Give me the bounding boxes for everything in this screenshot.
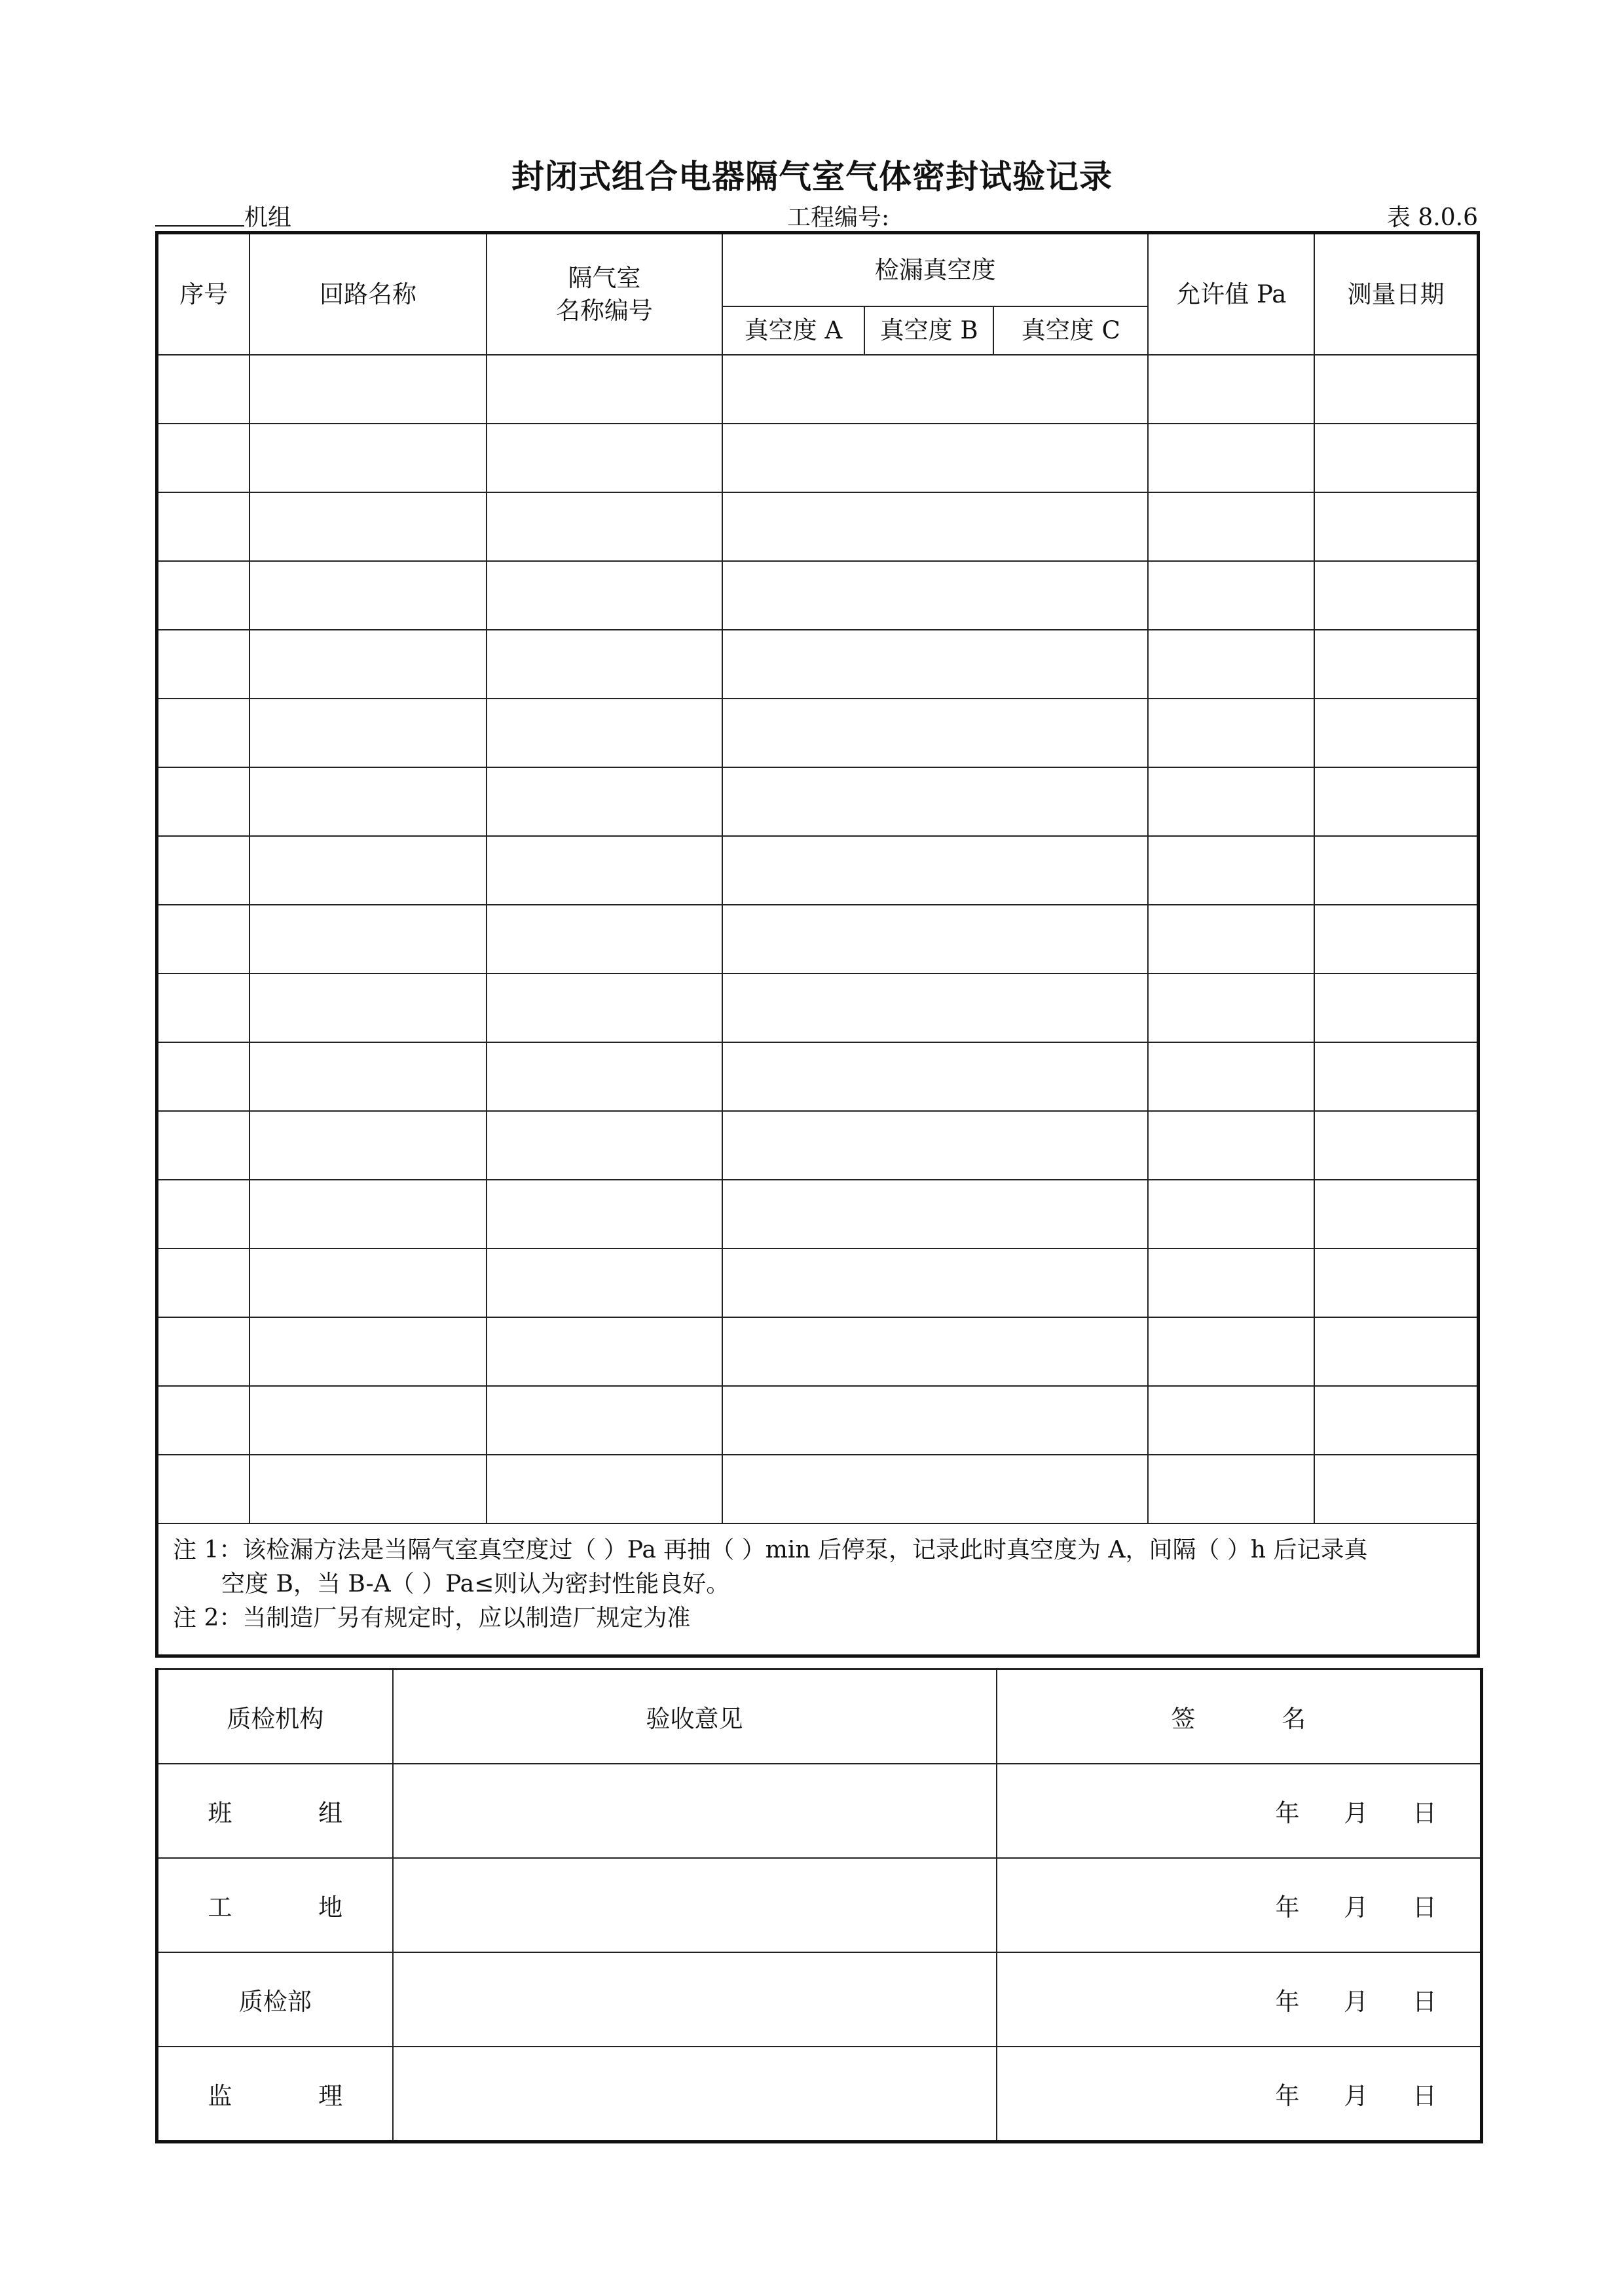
circuit-cell[interactable] bbox=[249, 1180, 486, 1248]
vacuum-cell[interactable] bbox=[722, 1386, 1148, 1455]
vacuum-cell[interactable] bbox=[722, 424, 1148, 492]
circuit-cell[interactable] bbox=[249, 699, 486, 767]
col-header-chamber: 隔气室 名称编号 bbox=[487, 233, 722, 355]
chamber-cell[interactable] bbox=[487, 699, 722, 767]
vacuum-cell[interactable] bbox=[722, 630, 1148, 699]
chamber-cell[interactable] bbox=[487, 767, 722, 836]
seq-cell[interactable] bbox=[157, 630, 250, 699]
table-row bbox=[157, 974, 1479, 1042]
seq-cell[interactable] bbox=[157, 1317, 250, 1386]
sign-row-org: 质检部 bbox=[157, 1952, 393, 2047]
chamber-cell[interactable] bbox=[487, 1180, 722, 1248]
date-cell[interactable] bbox=[1314, 424, 1478, 492]
chamber-cell[interactable] bbox=[487, 1042, 722, 1111]
date-cell[interactable] bbox=[1314, 355, 1478, 424]
table-row bbox=[157, 1455, 1479, 1523]
vacuum-cell[interactable] bbox=[722, 492, 1148, 561]
table-row bbox=[157, 1111, 1479, 1180]
circuit-cell[interactable] bbox=[249, 355, 486, 424]
sign-row-org: 班 组 bbox=[157, 1764, 393, 1858]
vacuum-cell[interactable] bbox=[722, 561, 1148, 630]
chamber-cell[interactable] bbox=[487, 836, 722, 905]
date-cell[interactable] bbox=[1314, 974, 1478, 1042]
seq-cell[interactable] bbox=[157, 767, 250, 836]
sign-row-opinion[interactable] bbox=[393, 2047, 997, 2142]
unit-label: 机组 bbox=[244, 204, 292, 231]
table-row bbox=[157, 492, 1479, 561]
col-header-vacuum-c: 真空度 C bbox=[993, 306, 1148, 355]
vacuum-cell[interactable] bbox=[722, 905, 1148, 974]
sign-row-org: 工 地 bbox=[157, 1858, 393, 1952]
date-cell[interactable] bbox=[1314, 1180, 1478, 1248]
allowed-cell[interactable] bbox=[1148, 905, 1314, 974]
sign-row-opinion[interactable] bbox=[393, 1858, 997, 1952]
sign-row-date[interactable]: 年 月 日 bbox=[997, 1952, 1482, 2047]
circuit-cell[interactable] bbox=[249, 1248, 486, 1317]
allowed-cell[interactable] bbox=[1148, 355, 1314, 424]
allowed-cell[interactable] bbox=[1148, 630, 1314, 699]
table-row bbox=[157, 1180, 1479, 1248]
chamber-cell[interactable] bbox=[487, 905, 722, 974]
chamber-cell[interactable] bbox=[487, 492, 722, 561]
seq-cell[interactable] bbox=[157, 974, 250, 1042]
date-cell[interactable] bbox=[1314, 1042, 1478, 1111]
allowed-cell[interactable] bbox=[1148, 1248, 1314, 1317]
allowed-cell[interactable] bbox=[1148, 836, 1314, 905]
date-cell[interactable] bbox=[1314, 1248, 1478, 1317]
sign-row-opinion[interactable] bbox=[393, 1952, 997, 2047]
circuit-cell[interactable] bbox=[249, 1386, 486, 1455]
sign-row-date[interactable]: 年 月 日 bbox=[997, 2047, 1482, 2142]
circuit-cell[interactable] bbox=[249, 767, 486, 836]
date-cell[interactable] bbox=[1314, 561, 1478, 630]
vacuum-cell[interactable] bbox=[722, 1180, 1148, 1248]
date-cell[interactable] bbox=[1314, 1386, 1478, 1455]
vacuum-cell[interactable] bbox=[722, 1111, 1148, 1180]
notes-cell bbox=[157, 1523, 1479, 1656]
table-row bbox=[157, 767, 1479, 836]
circuit-cell[interactable] bbox=[249, 424, 486, 492]
circuit-cell[interactable] bbox=[249, 1042, 486, 1111]
allowed-cell[interactable] bbox=[1148, 1042, 1314, 1111]
unit-blank-line[interactable] bbox=[155, 225, 244, 227]
circuit-cell[interactable] bbox=[249, 1455, 486, 1523]
vacuum-cell[interactable] bbox=[722, 836, 1148, 905]
seq-cell[interactable] bbox=[157, 1042, 250, 1111]
sign-off-table bbox=[155, 1668, 1483, 2143]
chamber-cell[interactable] bbox=[487, 1317, 722, 1386]
allowed-cell[interactable] bbox=[1148, 492, 1314, 561]
col-header-allowed: 允许值 Pa bbox=[1148, 233, 1314, 355]
circuit-cell[interactable] bbox=[249, 561, 486, 630]
seq-cell[interactable] bbox=[157, 561, 250, 630]
table-row bbox=[157, 355, 1479, 424]
sign-row-org: 监 理 bbox=[157, 2047, 393, 2142]
project-number-label: 工程编号: bbox=[787, 204, 890, 231]
test-record-table bbox=[155, 231, 1480, 1658]
allowed-cell[interactable] bbox=[1148, 424, 1314, 492]
table-row bbox=[157, 905, 1479, 974]
vacuum-cell[interactable] bbox=[722, 699, 1148, 767]
date-cell[interactable] bbox=[1314, 836, 1478, 905]
seq-cell[interactable] bbox=[157, 699, 250, 767]
allowed-cell[interactable] bbox=[1148, 1317, 1314, 1386]
chamber-cell[interactable] bbox=[487, 424, 722, 492]
table-row bbox=[157, 699, 1479, 767]
table-row bbox=[157, 1386, 1479, 1455]
seq-cell[interactable] bbox=[157, 424, 250, 492]
vacuum-cell[interactable] bbox=[722, 1248, 1148, 1317]
table-row bbox=[157, 1248, 1479, 1317]
date-cell[interactable] bbox=[1314, 905, 1478, 974]
note-1-line-1: 注 1：该检漏方法是当隔气室真空度过（ ）Pa 再抽（ ）min 后停泵，记录此时真空度为 A，间隔（ ）h 后记录真 bbox=[173, 1537, 1368, 1563]
seq-cell[interactable] bbox=[157, 905, 250, 974]
vacuum-cell[interactable] bbox=[722, 1042, 1148, 1111]
chamber-cell[interactable] bbox=[487, 1111, 722, 1180]
allowed-cell[interactable] bbox=[1148, 974, 1314, 1042]
date-cell[interactable] bbox=[1314, 1455, 1478, 1523]
date-cell[interactable] bbox=[1314, 630, 1478, 699]
allowed-cell[interactable] bbox=[1148, 699, 1314, 767]
allowed-cell[interactable] bbox=[1148, 1111, 1314, 1180]
table-row bbox=[157, 1317, 1479, 1386]
chamber-cell[interactable] bbox=[487, 1248, 722, 1317]
date-cell[interactable] bbox=[1314, 1111, 1478, 1180]
seq-cell[interactable] bbox=[157, 836, 250, 905]
form-header bbox=[155, 196, 1478, 229]
sign-header-signature: 签 名 bbox=[997, 1669, 1482, 1764]
col-header-circuit: 回路名称 bbox=[249, 233, 486, 355]
note-2: 注 2：当制造厂另有规定时，应以制造厂规定为准 bbox=[173, 1605, 691, 1632]
chamber-cell[interactable] bbox=[487, 1455, 722, 1523]
table-row bbox=[157, 1042, 1479, 1111]
chamber-cell[interactable] bbox=[487, 355, 722, 424]
allowed-cell[interactable] bbox=[1148, 767, 1314, 836]
date-cell[interactable] bbox=[1314, 767, 1478, 836]
allowed-cell[interactable] bbox=[1148, 1455, 1314, 1523]
sign-row-date[interactable]: 年 月 日 bbox=[997, 1764, 1482, 1858]
vacuum-cell[interactable] bbox=[722, 355, 1148, 424]
chamber-cell[interactable] bbox=[487, 974, 722, 1042]
circuit-cell[interactable] bbox=[249, 905, 486, 974]
table-row bbox=[157, 836, 1479, 905]
note-1-line-2: 空度 B，当 B-A（ ）Pa≤则认为密封性能良好。 bbox=[221, 1571, 730, 1598]
seq-cell[interactable] bbox=[157, 492, 250, 561]
seq-cell[interactable] bbox=[157, 1248, 250, 1317]
vacuum-cell[interactable] bbox=[722, 767, 1148, 836]
table-row bbox=[157, 630, 1479, 699]
circuit-cell[interactable] bbox=[249, 836, 486, 905]
chamber-cell[interactable] bbox=[487, 561, 722, 630]
circuit-cell[interactable] bbox=[249, 630, 486, 699]
col-header-vacuum-b: 真空度 B bbox=[864, 306, 993, 355]
sign-header-opinion: 验收意见 bbox=[393, 1669, 997, 1764]
col-header-leak-vacuum: 检漏真空度 bbox=[722, 233, 1148, 307]
date-cell[interactable] bbox=[1314, 1317, 1478, 1386]
seq-cell[interactable] bbox=[157, 1455, 250, 1523]
circuit-cell[interactable] bbox=[249, 1111, 486, 1180]
circuit-cell[interactable] bbox=[249, 974, 486, 1042]
allowed-cell[interactable] bbox=[1148, 561, 1314, 630]
form-title: 封闭式组合电器隔气室气体密封试验记录 bbox=[511, 158, 1113, 196]
col-header-vacuum-a: 真空度 A bbox=[722, 306, 864, 355]
seq-cell[interactable] bbox=[157, 355, 250, 424]
table-number: 表 8.0.6 bbox=[1386, 204, 1478, 231]
col-header-date: 测量日期 bbox=[1314, 233, 1478, 355]
date-cell[interactable] bbox=[1314, 492, 1478, 561]
allowed-cell[interactable] bbox=[1148, 1386, 1314, 1455]
seq-cell[interactable] bbox=[157, 1180, 250, 1248]
allowed-cell[interactable] bbox=[1148, 1180, 1314, 1248]
chamber-cell[interactable] bbox=[487, 630, 722, 699]
seq-cell[interactable] bbox=[157, 1111, 250, 1180]
sign-header-org: 质检机构 bbox=[157, 1669, 393, 1764]
chamber-cell[interactable] bbox=[487, 1386, 722, 1455]
sign-row-date[interactable]: 年 月 日 bbox=[997, 1858, 1482, 1952]
date-cell[interactable] bbox=[1314, 699, 1478, 767]
col-header-seq: 序号 bbox=[157, 233, 250, 355]
table-row bbox=[157, 424, 1479, 492]
vacuum-cell[interactable] bbox=[722, 974, 1148, 1042]
vacuum-cell[interactable] bbox=[722, 1317, 1148, 1386]
sign-row-opinion[interactable] bbox=[393, 1764, 997, 1858]
seq-cell[interactable] bbox=[157, 1386, 250, 1455]
circuit-cell[interactable] bbox=[249, 1317, 486, 1386]
table-row bbox=[157, 561, 1479, 630]
vacuum-cell[interactable] bbox=[722, 1455, 1148, 1523]
circuit-cell[interactable] bbox=[249, 492, 486, 561]
